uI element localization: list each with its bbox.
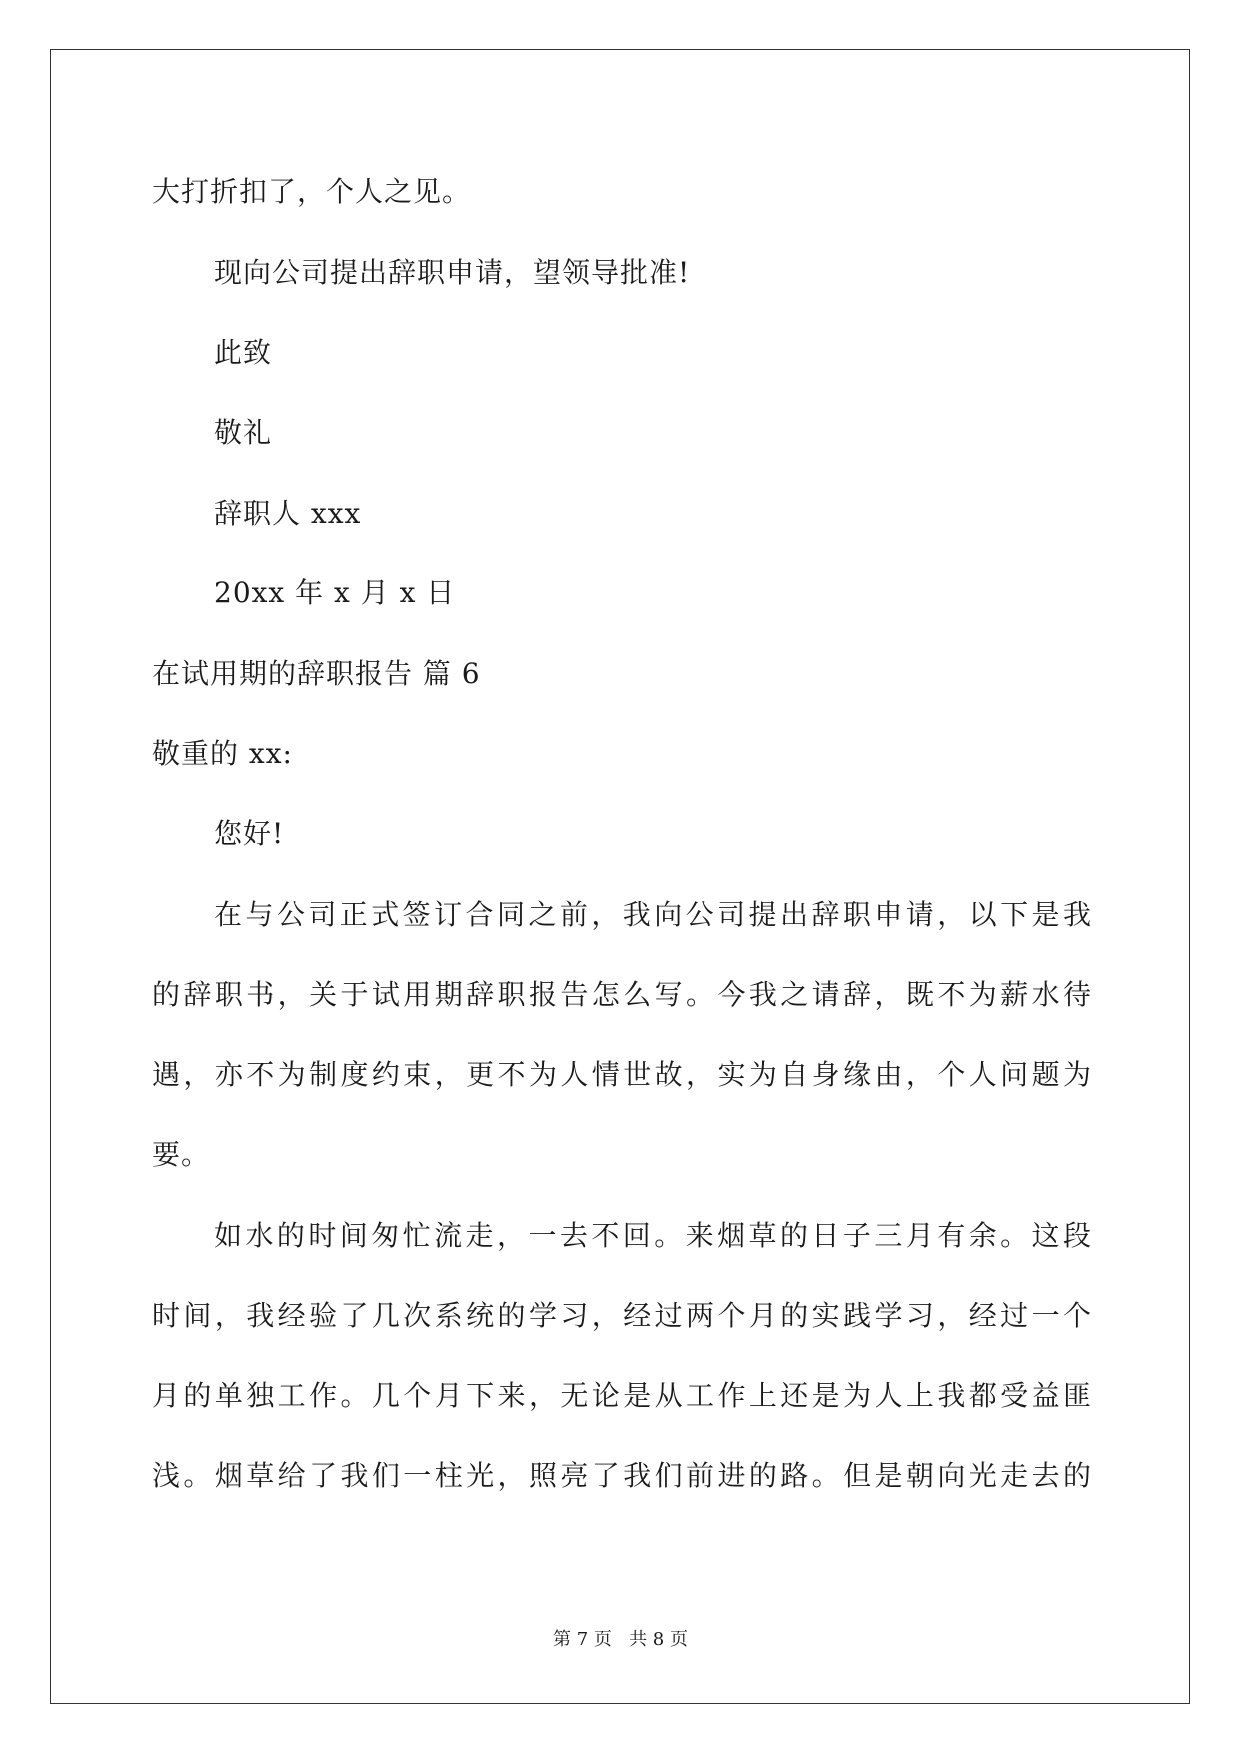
section-heading: 在试用期的辞职报告 篇 6: [152, 657, 481, 690]
text-line: 在与公司正式签订合同之前，我向公司提出辞职申请，以下是我: [214, 898, 1092, 931]
text-line: 20xx 年 x 月 x 日: [214, 576, 456, 609]
text-line: 大打折扣了，个人之见。: [152, 175, 472, 208]
greeting: 您好!: [214, 817, 285, 850]
text-line: 要。: [152, 1138, 211, 1171]
text-line: 时间，我经验了几次系统的学习，经过两个月的实践学习，经过一个: [152, 1299, 1092, 1332]
text-line: 此致: [214, 336, 273, 369]
text-line: 辞职人 xxx: [214, 497, 362, 530]
text-line: 现向公司提出辞职申请，望领导批准!: [214, 256, 691, 289]
text-line: 遇，亦不为制度约束，更不为人情世故，实为自身缘由，个人问题为: [152, 1058, 1092, 1091]
text-line: 如水的时间匆忙流走，一去不回。来烟草的日子三月有余。这段: [214, 1219, 1092, 1252]
text-line: 月的单独工作。几个月下来，无论是从工作上还是为人上我都受益匪: [152, 1379, 1092, 1412]
text-line: 的辞职书，关于试用期辞职报告怎么写。今我之请辞，既不为薪水待: [152, 978, 1092, 1011]
page-number: 第 7 页 共 8 页: [553, 1629, 688, 1650]
text-line: 浅。烟草给了我们一柱光，照亮了我们前进的路。但是朝向光走去的: [152, 1459, 1092, 1492]
salutation: 敬重的 xx:: [152, 737, 293, 770]
text-line: 敬礼: [214, 416, 273, 449]
